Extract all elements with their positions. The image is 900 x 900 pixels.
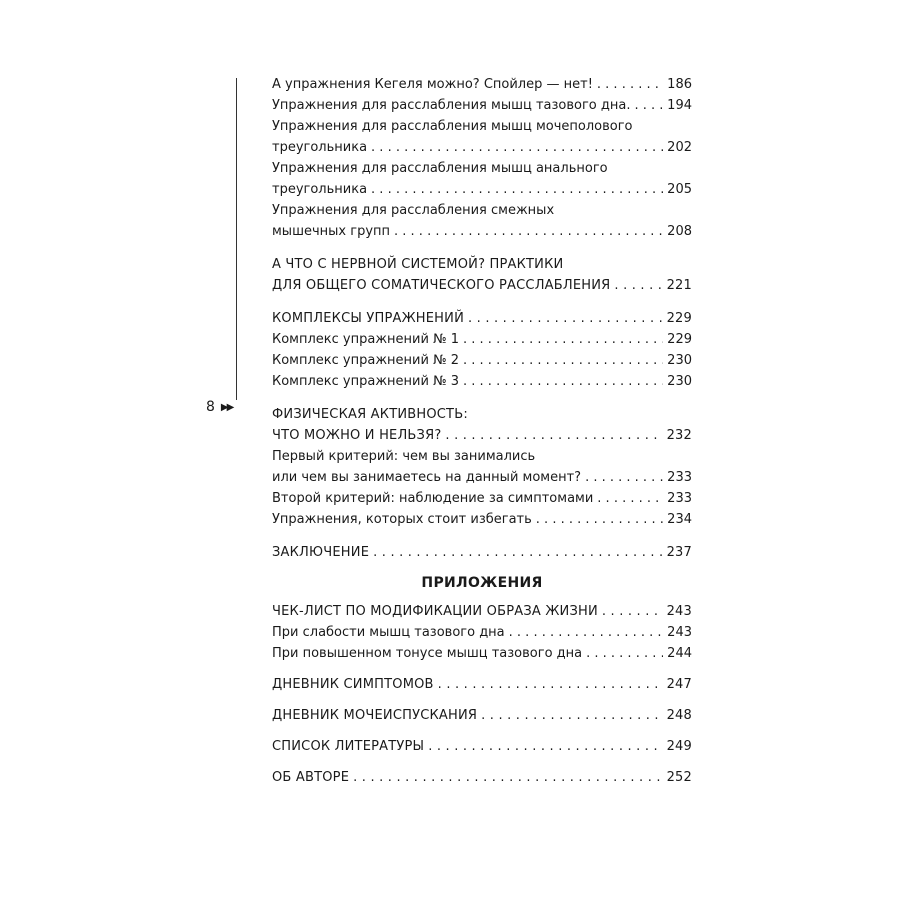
double-arrow-icon: ▶▶ <box>220 401 233 413</box>
toc-entry-page: 230 <box>667 374 692 389</box>
dot-leader <box>597 488 663 509</box>
toc-chapter-title-line: А ЧТО С НЕРВНОЙ СИСТЕМОЙ? ПРАКТИКИ <box>272 257 564 272</box>
margin-rule <box>236 78 237 400</box>
toc-entry-title: При слабости мышц тазового дна <box>272 625 505 640</box>
toc-entry-title: Комплекс упражнений № 3 <box>272 374 460 389</box>
toc-entry <box>272 350 692 371</box>
dot-leader <box>445 425 662 446</box>
toc-entry-title: А упражнения Кегеля можно? Спойлер — нет! <box>272 77 593 92</box>
dot-leader <box>585 467 663 488</box>
toc-entry <box>272 137 692 158</box>
toc-entry <box>272 95 692 116</box>
dot-leader <box>373 542 662 563</box>
dot-leader <box>481 705 662 726</box>
toc-entry <box>272 371 692 392</box>
toc-entry-title: Упражнения, которых стоит избегать <box>272 512 532 527</box>
toc-entry-title: Упражнения для расслабления мышц тазового дна. <box>272 98 631 113</box>
toc-entry-title: Комплекс упражнений № 1 <box>272 332 460 347</box>
toc-chapter-title: ДНЕВНИК МОЧЕИСПУСКАНИЯ <box>272 708 478 723</box>
toc-entry <box>272 74 692 95</box>
toc-entry-title: Второй критерий: наблюдение за симптомами <box>272 491 594 506</box>
toc-chapter-page: 232 <box>666 428 692 443</box>
toc-entry-page: 194 <box>667 98 692 113</box>
toc-chapter-title: ДНЕВНИК СИМПТОМОВ <box>272 677 434 692</box>
page-number: 8 <box>206 399 215 415</box>
toc-chapter-title: ОБ АВТОРЕ <box>272 770 350 785</box>
toc-chapter-page: 221 <box>666 278 692 293</box>
dot-leader <box>463 371 663 392</box>
dot-leader <box>394 221 663 242</box>
toc-entry-page: 202 <box>667 140 692 155</box>
toc-entry-page: 233 <box>667 491 692 506</box>
dot-leader <box>634 95 663 116</box>
toc-entry-title-line: Упражнения для расслабления мышц анального <box>272 161 608 176</box>
dot-leader <box>536 509 663 530</box>
toc-entry-page: 243 <box>667 625 692 640</box>
dot-leader <box>371 137 663 158</box>
appendix-heading: ПРИЛОЖЕНИЯ <box>421 575 543 591</box>
toc-chapter <box>272 275 692 296</box>
toc-chapter <box>272 601 692 622</box>
toc-chapter-page: 252 <box>666 770 692 785</box>
toc-chapter <box>272 767 692 788</box>
toc-chapter-title: ЧЕК-ЛИСТ ПО МОДИФИКАЦИИ ОБРАЗА ЖИЗНИ <box>272 604 598 619</box>
toc-chapter-page: 249 <box>666 739 692 754</box>
toc-entry <box>272 329 692 350</box>
toc-entry-page: 208 <box>667 224 692 239</box>
dot-leader <box>463 329 663 350</box>
dot-leader <box>371 179 663 200</box>
toc-entry-page: 234 <box>667 512 692 527</box>
toc-entry-title: треугольника <box>272 140 368 155</box>
toc-chapter <box>272 705 692 726</box>
dot-leader <box>602 601 663 622</box>
toc-entry-page: 205 <box>667 182 692 197</box>
toc-entry-title: мышечных групп <box>272 224 391 239</box>
toc-entry-title: При повышенном тонусе мышц тазового дна <box>272 646 583 661</box>
dot-leader <box>463 350 663 371</box>
page-number-marker <box>206 399 232 415</box>
toc-chapter-title: ЧТО МОЖНО И НЕЛЬЗЯ? <box>272 428 442 443</box>
toc-chapter <box>272 736 692 757</box>
toc-entry-title-line: Упражнения для расслабления смежных <box>272 203 555 218</box>
dot-leader <box>428 736 662 757</box>
dot-leader <box>353 767 662 788</box>
toc-entry <box>272 643 692 664</box>
toc-entry-page: 233 <box>667 470 692 485</box>
toc-chapter-page: 243 <box>666 604 692 619</box>
toc-chapter-title: СПИСОК ЛИТЕРАТУРЫ <box>272 739 425 754</box>
toc-chapter <box>272 674 692 695</box>
dot-leader <box>468 308 663 329</box>
toc-entry <box>272 179 692 200</box>
toc-chapter-title-line: ФИЗИЧЕСКАЯ АКТИВНОСТЬ: <box>272 407 468 422</box>
toc-chapter-page: 229 <box>666 311 692 326</box>
dot-leader <box>586 643 663 664</box>
toc-entry-title: треугольника <box>272 182 368 197</box>
toc-chapter-title: ДЛЯ ОБЩЕГО СОМАТИЧЕСКОГО РАССЛАБЛЕНИЯ <box>272 278 611 293</box>
toc-chapter-page: 237 <box>666 545 692 560</box>
toc-entry <box>272 467 692 488</box>
toc-entry-title: или чем вы занимаетесь на данный момент? <box>272 470 582 485</box>
toc-chapter-title: ЗАКЛЮЧЕНИЕ <box>272 545 370 560</box>
toc-chapter-title: КОМПЛЕКСЫ УПРАЖНЕНИЙ <box>272 311 464 326</box>
toc-entry-page: 230 <box>667 353 692 368</box>
toc-entry <box>272 488 692 509</box>
toc-chapter <box>272 542 692 563</box>
toc-entry-page: 186 <box>667 77 692 92</box>
toc-chapter <box>272 425 692 446</box>
toc-entry-title-line: Первый критерий: чем вы занимались <box>272 449 536 464</box>
toc-entry-title: Комплекс упражнений № 2 <box>272 353 460 368</box>
toc-entry <box>272 622 692 643</box>
toc-chapter <box>272 308 692 329</box>
toc-entry-page: 244 <box>667 646 692 661</box>
table-of-contents <box>272 74 692 788</box>
toc-entry <box>272 221 692 242</box>
toc-chapter-page: 248 <box>666 708 692 723</box>
dot-leader <box>614 275 662 296</box>
dot-leader <box>438 674 663 695</box>
toc-entry <box>272 509 692 530</box>
toc-entry-page: 229 <box>667 332 692 347</box>
dot-leader <box>597 74 663 95</box>
toc-chapter-page: 247 <box>666 677 692 692</box>
toc-entry-title-line: Упражнения для расслабления мышц мочеполового <box>272 119 633 134</box>
dot-leader <box>509 622 664 643</box>
